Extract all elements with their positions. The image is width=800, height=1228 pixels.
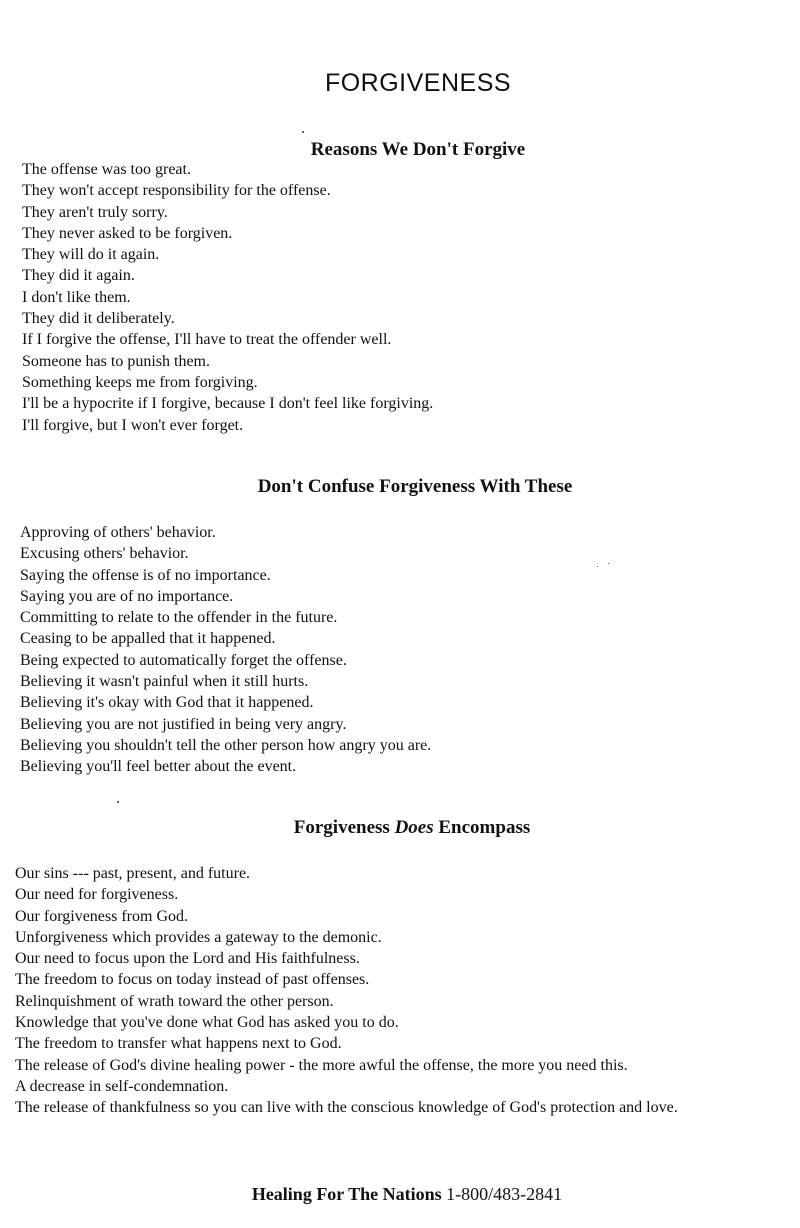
list-item: Our forgiveness from God. bbox=[15, 907, 189, 925]
page-title: FORGIVENESS bbox=[324, 69, 512, 97]
heading-text-tail: Encompass bbox=[433, 817, 531, 838]
scan-speck bbox=[597, 566, 598, 567]
list-item: They did it again. bbox=[22, 267, 135, 285]
list-item: I don't like them. bbox=[22, 288, 131, 306]
list-item: The release of God's divine healing power - the more awful the offense, the more you need this. bbox=[15, 1056, 628, 1074]
list-item: Someone has to punish them. bbox=[22, 352, 210, 370]
list-item: Unforgiveness which provides a gateway to the demonic. bbox=[15, 928, 382, 946]
list-item: Our sins --- past, present, and future. bbox=[15, 865, 251, 882]
list-item: Knowledge that you've done what God has asked you to do. bbox=[15, 1014, 399, 1032]
footer-organization: Healing For The Nations bbox=[251, 1184, 442, 1204]
list-item: Our need for forgiveness. bbox=[15, 886, 179, 904]
list-item: They will do it again. bbox=[22, 246, 160, 264]
list-item: If I forgive the offense, I'll have to treat the offender well. bbox=[22, 331, 392, 349]
heading-text: Forgiveness bbox=[293, 817, 395, 838]
list-item: Believing you are not justified in being very angry. bbox=[20, 715, 347, 733]
list-item: Being expected to automatically forget the offense. bbox=[20, 651, 347, 669]
list-item: Believing you shouldn't tell the other person how angry you are. bbox=[20, 736, 432, 754]
list-item: They aren't truly sorry. bbox=[22, 203, 168, 221]
heading-emphasis: Does bbox=[394, 817, 434, 838]
list-item: I'll be a hypocrite if I forgive, because I don't feel like forgiving. bbox=[22, 395, 434, 413]
list-item: Believing you'll feel better about the event. bbox=[20, 758, 297, 776]
heading-text: Reasons We Don't Forgive bbox=[310, 139, 526, 160]
list-item: I'll forgive, but I won't ever forget. bbox=[22, 416, 244, 434]
list-item: Saying you are of no importance. bbox=[20, 587, 234, 605]
list-item: They won't accept responsibility for the offense. bbox=[22, 182, 331, 200]
section-heading-dont-confuse bbox=[0, 474, 800, 500]
footer-phone: 1-800/483-2841 bbox=[446, 1184, 563, 1204]
list-item: The release of thankfulness so you can live with the conscious knowledge of God's protection and love. bbox=[15, 1099, 678, 1117]
section-heading-encompass bbox=[0, 815, 800, 841]
list-item: Our need to focus upon the Lord and His faithfulness. bbox=[15, 950, 360, 968]
list-item: The offense was too great. bbox=[22, 161, 191, 178]
list-item: Excusing others' behavior. bbox=[20, 545, 189, 563]
list-item: They did it deliberately. bbox=[22, 310, 175, 328]
scan-speck bbox=[302, 131, 304, 133]
list-item: Ceasing to be appalled that it happened. bbox=[20, 630, 276, 648]
encompass-list bbox=[15, 863, 678, 1119]
scan-speck bbox=[608, 563, 609, 564]
list-item: Something keeps me from forgiving. bbox=[22, 373, 258, 391]
list-item: Believing it wasn't painful when it still hurts. bbox=[20, 673, 309, 691]
list-item: Saying the offense is of no importance. bbox=[20, 566, 271, 584]
list-item: Believing it's okay with God that it happened. bbox=[20, 694, 314, 712]
list-item: Approving of others' behavior. bbox=[20, 524, 216, 541]
list-item: The freedom to transfer what happens next to God. bbox=[15, 1035, 342, 1053]
dont-confuse-list bbox=[20, 522, 431, 778]
list-item: They never asked to be forgiven. bbox=[22, 224, 233, 242]
list-item: Committing to relate to the offender in the future. bbox=[20, 609, 338, 627]
heading-text: Don't Confuse Forgiveness With These bbox=[257, 476, 573, 497]
list-item: Relinquishment of wrath toward the other person. bbox=[15, 992, 334, 1010]
reasons-list bbox=[22, 159, 433, 436]
scan-speck bbox=[117, 801, 119, 803]
footer bbox=[0, 1181, 800, 1207]
list-item: A decrease in self-condemnation. bbox=[15, 1077, 229, 1095]
list-item: The freedom to focus on today instead of past offenses. bbox=[15, 971, 370, 989]
